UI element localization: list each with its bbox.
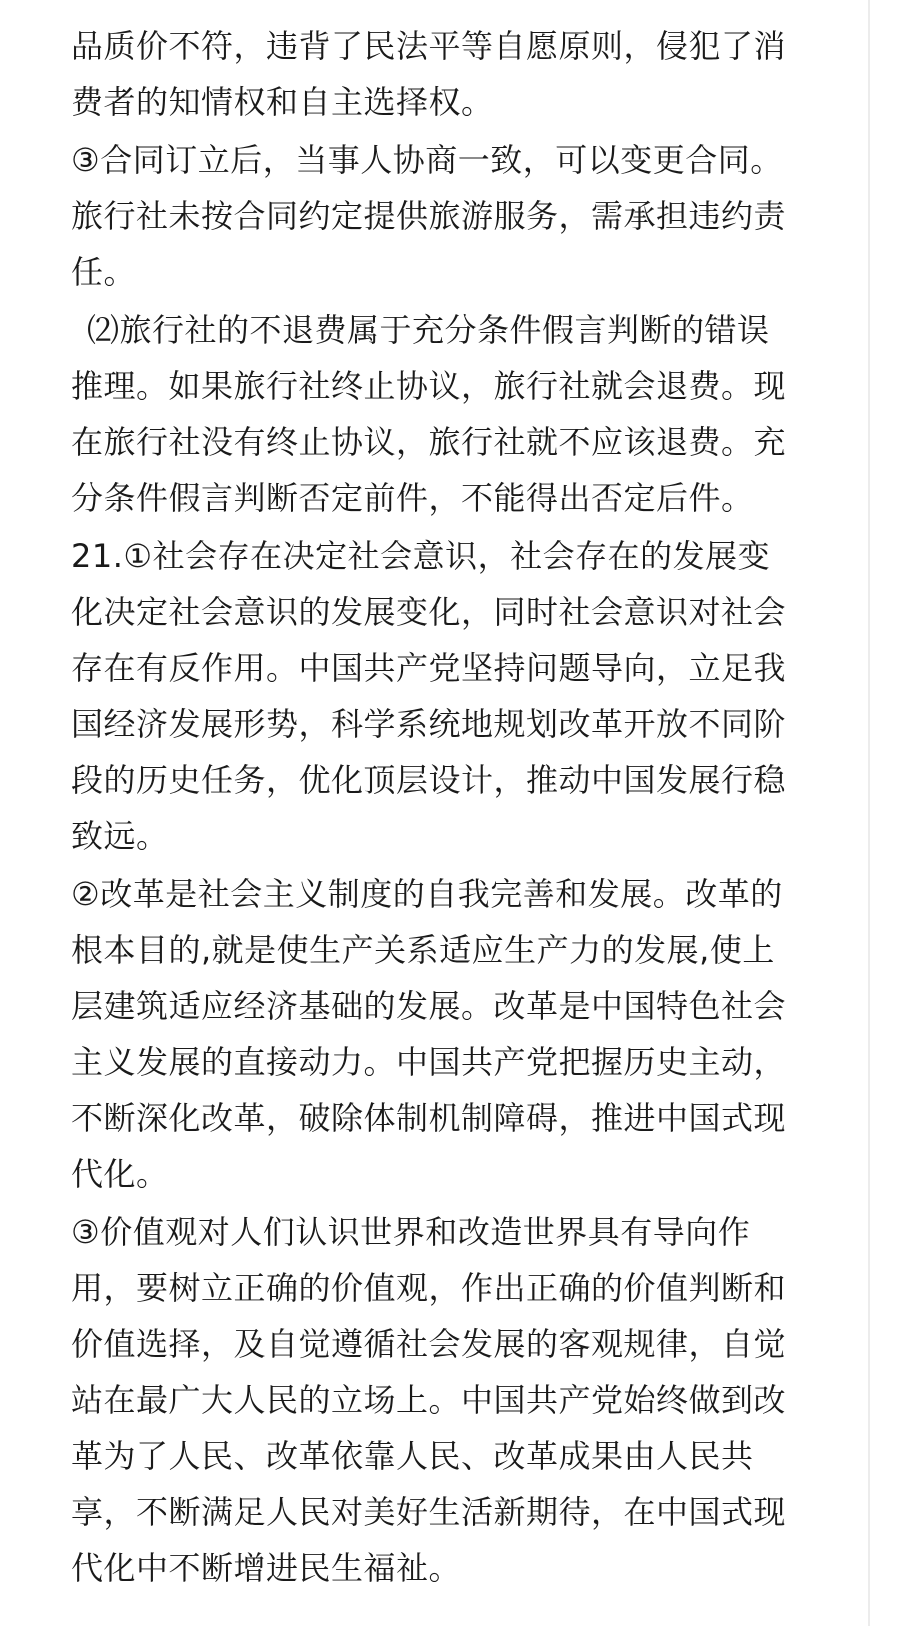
paragraph-hypothetical-judgment: ⑵旅行社的不退费属于充分条件假言判断的错误推理。如果旅行社终止协议，旅行社就会退费。现在旅行社没有终止协议，旅行社就不应该退费。充分条件假言判断否定前件，不能得出否定后件。	[71, 311, 787, 517]
page-edge-divider	[868, 0, 870, 1626]
paragraph-q21-social-existence: 21.①社会存在决定社会意识，社会存在的发展变化决定社会意识的发展变化，同时社会意识对社会存在有反作用。中国共产党坚持问题导向，立足我国经济发展形势，科学系统地规划改革开放不同阶段的历史任务，优化顶层设计，推动中国发展行稳致远。	[71, 537, 787, 855]
paragraph-values: ③价值观对人们认识世界和改造世界具有导向作用，要树立正确的价值观，作出正确的价值判断和价值选择，及自觉遵循社会发展的客观规律，自觉站在最广大人民的立场上。中国共产党始终做到改革为了人民、改革依靠人民、改革成果由人民共享，不断满足人民对美好生活新期待，在中国式现代化中不断增进民生福祉。	[71, 1213, 787, 1587]
document-body	[71, 18, 791, 1598]
paragraph-consumer-rights: 品质价不符，违背了民法平等自愿原则，侵犯了消费者的知情权和自主选择权。	[71, 27, 787, 121]
paragraph-reform: ②改革是社会主义制度的自我完善和发展。改革的根本目的,就是使生产关系适应生产力的发展,使上层建筑适应经济基础的发展。改革是中国特色社会主义发展的直接动力。中国共产党把握历史主动，不断深化改革，破除体制机制障碍，推进中国式现代化。	[71, 875, 787, 1193]
paragraph-contract-change: ③合同订立后，当事人协商一致，可以变更合同。旅行社未按合同约定提供旅游服务，需承担违约责任。	[71, 141, 787, 291]
